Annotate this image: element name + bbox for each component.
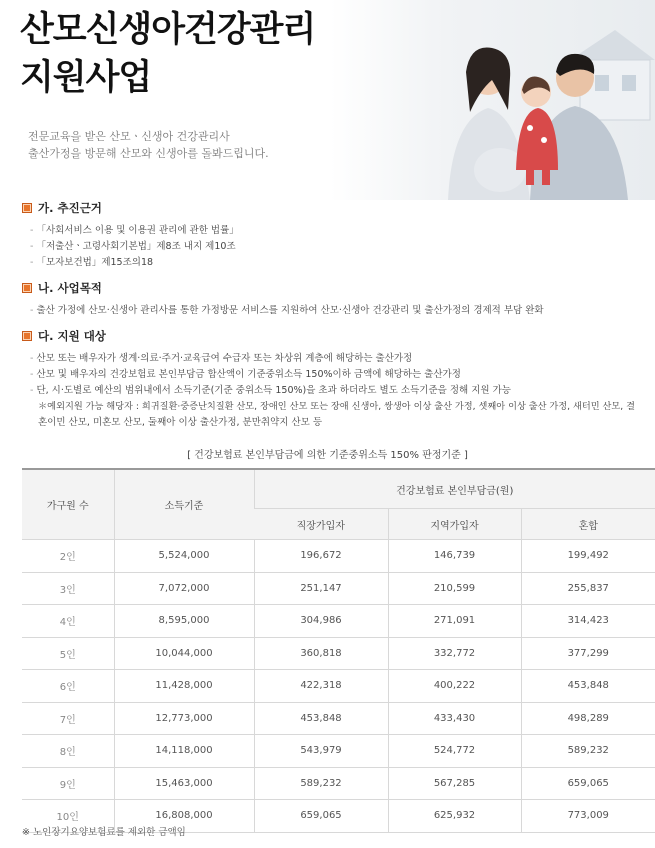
cell-income: 14,118,000: [114, 735, 254, 768]
cell-income: 16,808,000: [114, 800, 254, 833]
title-line-1: 산모신생아건강관리: [20, 10, 316, 50]
cell-household: 3인: [22, 572, 114, 605]
basis-item-text: 「모자보건법」제15조의18: [36, 257, 154, 268]
cell-income: 5,524,000: [114, 540, 254, 573]
cell-household: 2인: [22, 540, 114, 573]
cell-workplace: 196,672: [254, 540, 388, 573]
target-item-text: 산모 및 배우자의 건강보험료 본인부담금 합산액이 기준중위소득 150%이하 금액에 해당하는 출산가정: [36, 369, 461, 380]
cell-workplace: 659,065: [254, 800, 388, 833]
header-workplace: 직장가입자: [254, 509, 388, 540]
table-caption: [ 건강보험료 본인부담금에 의한 기준중위소득 150% 판정기준 ]: [187, 450, 468, 461]
cell-workplace: 304,986: [254, 605, 388, 638]
table-row: [22, 702, 655, 735]
basis-item-text: 「저출산ㆍ고령사회기본법」제8조 내지 제10조: [36, 241, 236, 252]
cell-mixed: 453,848: [521, 670, 655, 703]
header-household: 가구원 수: [22, 469, 114, 540]
cell-household: 8인: [22, 735, 114, 768]
cell-workplace: 422,318: [254, 670, 388, 703]
cell-income: 12,773,000: [114, 702, 254, 735]
exception-line-2: 혼이민 산모, 미혼모 산모, 둘째아 이상 출산가정, 분만취약지 산모 등: [38, 417, 323, 428]
section-heading-purpose: [22, 280, 102, 296]
cell-mixed: 773,009: [521, 800, 655, 833]
page-title: [20, 6, 315, 102]
cell-mixed: 589,232: [521, 735, 655, 768]
cell-regional: 271,091: [388, 605, 521, 638]
target-item-text: 산모 또는 배우자가 생계·의료·주거·교육급여 수급자 또는 차상위 계층에 해당하는 출산가정: [36, 353, 413, 364]
cell-regional: 567,285: [388, 767, 521, 800]
hero-subtitle: [28, 128, 269, 162]
cell-mixed: 255,837: [521, 572, 655, 605]
subtitle-line-2: 출산가정을 방문해 산모와 신생아를 돌봐드립니다.: [28, 147, 269, 160]
cell-workplace: 543,979: [254, 735, 388, 768]
section-title-basis: 가. 추진근거: [38, 201, 102, 215]
cell-mixed: 498,289: [521, 702, 655, 735]
target-item-3: - 단, 시·도별로 예산의 범위내에서 소득기준(기준 중위소득 150%)을 초과 하더라도 별도 소득기준을 정해 지원 가능: [30, 385, 511, 396]
cell-mixed: 314,423: [521, 605, 655, 638]
orange-square-icon: [22, 283, 32, 293]
header-mixed: 혼합: [521, 509, 655, 540]
cell-mixed: 199,492: [521, 540, 655, 573]
table-row: [22, 767, 655, 800]
orange-square-icon: [22, 203, 32, 213]
table-row: [22, 735, 655, 768]
cell-household: 5인: [22, 637, 114, 670]
cell-household: 9인: [22, 767, 114, 800]
cell-income: 7,072,000: [114, 572, 254, 605]
cell-regional: 332,772: [388, 637, 521, 670]
section-heading-target: [22, 328, 106, 344]
cell-household: 10인: [22, 800, 114, 833]
basis-item-2: - 「저출산ㆍ고령사회기본법」제8조 내지 제10조: [30, 241, 236, 252]
subtitle-line-1: 전문교육을 받은 산모ㆍ신생아 건강관리사: [28, 130, 230, 143]
target-item-1: - 산모 또는 배우자가 생계·의료·주거·교육급여 수급자 또는 차상위 계층에 해당하는 출산가정: [30, 353, 413, 364]
cell-regional: 146,739: [388, 540, 521, 573]
family-photo-icon: [430, 20, 655, 200]
cell-regional: 210,599: [388, 572, 521, 605]
table-body: [22, 540, 655, 833]
table-footnote: ※ 노인장기요양보험료를 제외한 금액임: [22, 827, 186, 838]
cell-income: 11,428,000: [114, 670, 254, 703]
table-row: [22, 637, 655, 670]
header-regional: 지역가입자: [388, 509, 521, 540]
section-title-purpose: 나. 사업목적: [38, 281, 102, 295]
target-item-text: 단, 시·도별로 예산의 범위내에서 소득기준(기준 중위소득 150%)을 초과 하더라도 별도 소득기준을 정해 지원 가능: [36, 385, 511, 396]
table-row: [22, 605, 655, 638]
cell-household: 6인: [22, 670, 114, 703]
cell-household: 7인: [22, 702, 114, 735]
exception-line-1: ＊예외지원 가능 해당자 : 희귀질환·중증난치질환 산모, 장애인 산모 또는 장애 신생아, 쌍생아 이상 출산 가정, 셋째아 이상 출산 가정, 새터민 산모, 결: [38, 401, 636, 412]
cell-regional: 625,932: [388, 800, 521, 833]
purpose-item-text: 출산 가정에 산모·신생아 관리사를 통한 가정방문 서비스를 지원하여 산모·신생아 건강관리 및 출산가정의 경제적 부담 완화: [36, 305, 544, 316]
table-row: [22, 540, 655, 573]
cell-workplace: 589,232: [254, 767, 388, 800]
cell-household: 4인: [22, 605, 114, 638]
hero-banner: [0, 0, 655, 200]
table-row: [22, 670, 655, 703]
cell-workplace: 360,818: [254, 637, 388, 670]
table-row: [22, 572, 655, 605]
orange-square-icon: [22, 331, 32, 341]
cell-regional: 400,222: [388, 670, 521, 703]
target-item-2: - 산모 및 배우자의 건강보험료 본인부담금 합산액이 기준중위소득 150%이하 금액에 해당하는 출산가정: [30, 369, 461, 380]
basis-item-3: - 「모자보건법」제15조의18: [30, 257, 154, 268]
cell-workplace: 251,147: [254, 572, 388, 605]
cell-regional: 433,430: [388, 702, 521, 735]
cell-mixed: 377,299: [521, 637, 655, 670]
cell-mixed: 659,065: [521, 767, 655, 800]
title-line-2: 지원사업: [20, 58, 152, 98]
purpose-item-1: - 출산 가정에 산모·신생아 관리사를 통한 가정방문 서비스를 지원하여 산모·신생아 건강관리 및 출산가정의 경제적 부담 완화: [30, 305, 544, 316]
basis-item-1: - 「사회서비스 이용 및 이용권 관리에 관한 법률」: [30, 225, 239, 236]
cell-income: 8,595,000: [114, 605, 254, 638]
cell-workplace: 453,848: [254, 702, 388, 735]
cell-income: 15,463,000: [114, 767, 254, 800]
header-income: 소득기준: [114, 469, 254, 540]
cell-regional: 524,772: [388, 735, 521, 768]
header-premium-group: 건강보험료 본인부담금(원): [254, 469, 655, 509]
cell-income: 10,044,000: [114, 637, 254, 670]
income-criteria-table: [22, 468, 655, 833]
section-heading-basis: [22, 200, 102, 216]
basis-item-text: 「사회서비스 이용 및 이용권 관리에 관한 법률」: [36, 225, 239, 236]
section-title-target: 다. 지원 대상: [38, 329, 106, 343]
